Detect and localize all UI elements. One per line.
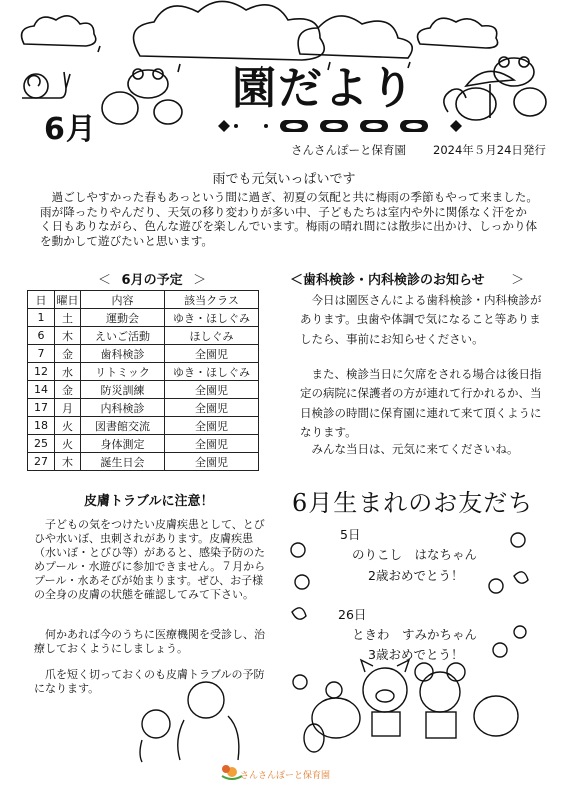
dental-title-text: ＜歯科検診・内科検診のお知らせ — [290, 273, 485, 288]
cell: 誕生日会 — [81, 453, 165, 471]
cell: 6 — [28, 327, 55, 345]
cell: 14 — [28, 381, 55, 399]
hydrangea-right-icon — [514, 88, 546, 116]
bracket-left: ＜ — [98, 273, 112, 288]
table-row — [28, 453, 259, 471]
hydrangea-left-icon — [102, 92, 138, 124]
cell: 土 — [55, 309, 81, 327]
cell: リトミック — [81, 363, 165, 381]
schedule-table — [27, 290, 259, 471]
table-row — [28, 435, 259, 453]
dental-bracket-right: ＞ — [511, 273, 525, 288]
table-row — [28, 309, 259, 327]
lead-paragraph: 過ごしやすかった春もあっという間に過ぎ、初夏の気配と共に梅雨の季節もやって来ました。雨が降ったりやんだり、天気の移り変わりが多い中、子どもたちは室内や外に関係なく汗をかく日もありながら、色んな遊びを楽しんでいます。梅雨の晴れ間には散歩に出かけ、しっかり体を動かして遊びたいと思います。 — [40, 190, 538, 248]
frog-left-icon — [128, 70, 168, 98]
dental-paragraph-2: また、検診当日に欠席をされる場合は後日指定の病院に保護者の方が連れて行かれるか、当日検診の時間に保育園に連れて来て頂くようになります。 — [300, 367, 542, 439]
table-row — [28, 381, 259, 399]
cell: 金 — [55, 381, 81, 399]
birthday-wish-1: 2歳おめでとう！ — [368, 568, 464, 583]
skin-paragraph-3: 爪を短く切っておくのも皮膚トラブルの予防になります。 — [34, 668, 265, 695]
schedule-title — [92, 269, 212, 288]
table-row — [28, 327, 259, 345]
cell: 木 — [55, 453, 81, 471]
hydrangea-bottom-icon — [312, 698, 360, 738]
mouse-icon — [420, 672, 460, 712]
cell: 全園児 — [165, 453, 259, 471]
cell: 火 — [55, 417, 81, 435]
col-weekday: 曜日 — [55, 291, 81, 309]
col-day: 日 — [28, 291, 55, 309]
lead-title: 雨でも元気いっぱいです — [212, 172, 356, 187]
dental-title — [290, 269, 524, 288]
col-class: 該当クラス — [165, 291, 259, 309]
bracket-right: ＞ — [193, 273, 207, 288]
cell: 18 — [28, 417, 55, 435]
cell: 全園児 — [165, 417, 259, 435]
cell: 金 — [55, 345, 81, 363]
cell: ほしぐみ — [165, 327, 259, 345]
school-logo-icon — [222, 765, 242, 779]
cloud-left — [22, 16, 96, 46]
birthday-name-2: ときわ すみかちゃん — [352, 627, 478, 642]
table-row — [28, 399, 259, 417]
cell: 内科検診 — [81, 399, 165, 417]
dental-paragraph-3: みんな当日は、元気に来てくださいね。 — [311, 442, 519, 456]
cell: 木 — [55, 327, 81, 345]
cell: 1 — [28, 309, 55, 327]
skin-paragraph-2: 何かあれば今のうちに医療機関を受診し、治療しておくようにしましょう。 — [34, 628, 265, 655]
cell: 27 — [28, 453, 55, 471]
birthday-date-2: 26日 — [338, 607, 367, 622]
cell: 全園児 — [165, 381, 259, 399]
newsletter-title: 園だより — [232, 63, 416, 114]
snail-icon — [24, 74, 48, 98]
issue-date: 2024年５月24日発行 — [433, 143, 546, 157]
cell: 全園児 — [165, 345, 259, 363]
skin-title: 皮膚トラブルに注意！ — [84, 494, 214, 509]
table-row — [28, 345, 259, 363]
dental-paragraph-1: 今日は園医さんによる歯科検診・内科検診があります。虫歯や体調で気になること等ありましたら、事前にお知らせください。 — [300, 293, 542, 346]
cell: 全園児 — [165, 435, 259, 453]
cell: 歯科検診 — [81, 345, 165, 363]
cell: えいご活動 — [81, 327, 165, 345]
cell: 月 — [55, 399, 81, 417]
cell: ゆき・ほしぐみ — [165, 363, 259, 381]
skin-paragraph-1: 子どもの気をつけたい皮膚疾患として、とびひや水いぼ、虫刺されがあります。皮膚疾患（水いぼ・とびひ等）があると、感染予防のためプール・水遊びに参加できません。７月からプール・水あそびが始まります。ぜひ、お子様の全身の皮膚の状態を確認してみて下さい。 — [34, 518, 266, 601]
birthday-date-1: 5日 — [340, 527, 361, 542]
cell: 図書館交流 — [81, 417, 165, 435]
cell: 全園児 — [165, 399, 259, 417]
cell: 水 — [55, 363, 81, 381]
cell: 運動会 — [81, 309, 165, 327]
school-name: さんさんぽーと保育園 — [291, 143, 406, 157]
schedule-title-text: 6月の予定 — [121, 273, 183, 288]
cloud-right — [418, 18, 498, 48]
birthday-title: 6月生まれのお友だち — [292, 489, 534, 517]
table-row — [28, 363, 259, 381]
month-label: 6月 — [44, 112, 97, 147]
cell: 火 — [55, 435, 81, 453]
cell: 防災訓練 — [81, 381, 165, 399]
footer-logo-text: さんさんぽーと保育園 — [240, 771, 331, 781]
cell: 12 — [28, 363, 55, 381]
table-row — [28, 417, 259, 435]
cell: ゆき・ほしぐみ — [165, 309, 259, 327]
cell: 17 — [28, 399, 55, 417]
birthday-name-1: のりこし はなちゃん — [352, 547, 478, 562]
cell: 7 — [28, 345, 55, 363]
cell: 身体測定 — [81, 435, 165, 453]
table-header-row — [28, 291, 259, 309]
cell: 25 — [28, 435, 55, 453]
col-event: 内容 — [81, 291, 165, 309]
birthday-wish-2: 3歳おめでとう！ — [368, 647, 464, 662]
